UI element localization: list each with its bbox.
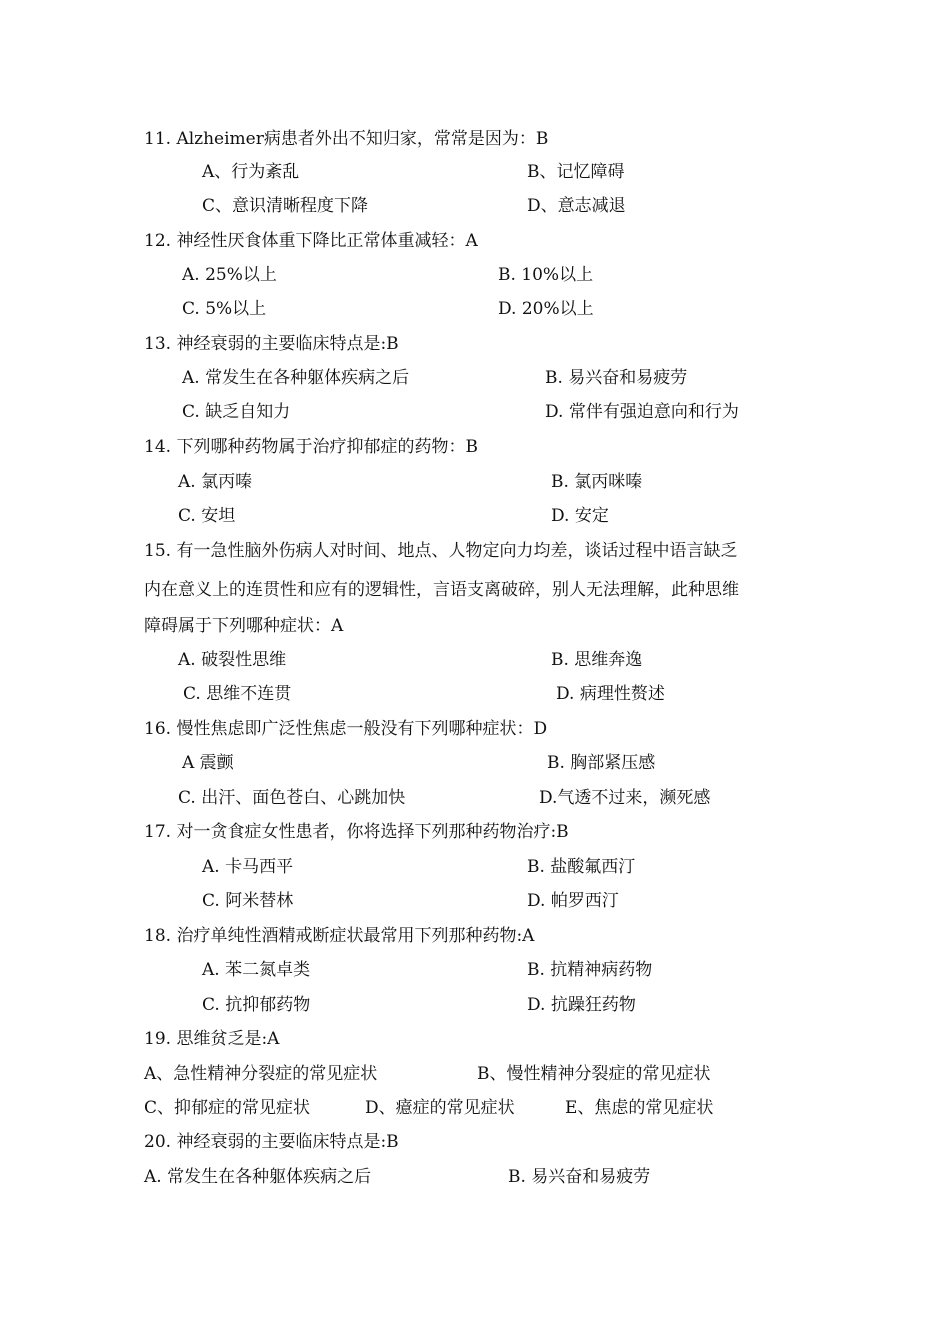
- question-11-option-a: A、行为紊乱: [202, 162, 300, 182]
- question-16-option-a: A 震颤: [182, 753, 234, 773]
- question-19-option-e: E、焦虑的常见症状: [565, 1098, 714, 1118]
- question-19-option-a: A、急性精神分裂症的常见症状: [144, 1064, 378, 1084]
- question-19-stem: 19. 思维贫乏是:A: [144, 1029, 280, 1049]
- question-12-option-d: D. 20%以上: [498, 299, 594, 319]
- question-14-stem: 14. 下列哪种药物属于治疗抑郁症的药物：B: [144, 437, 478, 457]
- question-13-option-a: A. 常发生在各种躯体疾病之后: [182, 368, 410, 388]
- question-12-option-a: A. 25%以上: [182, 265, 277, 285]
- question-18-option-c: C. 抗抑郁药物: [202, 995, 311, 1015]
- question-11-option-d: D、意志减退: [527, 196, 626, 216]
- question-18-stem: 18. 治疗单纯性酒精戒断症状最常用下列那种药物:A: [144, 926, 535, 946]
- question-12-stem: 12. 神经性厌食体重下降比正常体重减轻：A: [144, 231, 478, 251]
- question-19-option-d: D、癔症的常见症状: [365, 1098, 515, 1118]
- question-13-stem: 13. 神经衰弱的主要临床特点是:B: [144, 334, 399, 354]
- question-12-option-c: C. 5%以上: [182, 299, 267, 319]
- question-20-option-b: B. 易兴奋和易疲劳: [508, 1167, 651, 1187]
- question-17-option-a: A. 卡马西平: [202, 857, 294, 877]
- question-16-option-d: D.气透不过来，濒死感: [539, 788, 711, 808]
- question-15-option-c: C. 思维不连贯: [183, 684, 292, 704]
- question-11-stem: 11. Alzheimer病患者外出不知归家，常常是因为：B: [144, 129, 549, 149]
- question-16-stem: 16. 慢性焦虑即广泛性焦虑一般没有下列哪种症状：D: [144, 719, 548, 739]
- question-14-option-d: D. 安定: [551, 506, 609, 526]
- question-18-option-a: A. 苯二氮卓类: [202, 960, 311, 980]
- question-17-option-c: C. 阿米替林: [202, 891, 294, 911]
- question-13-option-d: D. 常伴有强迫意向和行为: [545, 402, 739, 422]
- question-17-stem: 17. 对一贪食症女性患者，你将选择下列那种药物治疗:B: [144, 822, 569, 842]
- question-15-option-d: D. 病理性赘述: [556, 684, 665, 704]
- question-11-option-b: B、记忆障碍: [527, 162, 625, 182]
- question-18-option-d: D. 抗躁狂药物: [527, 995, 636, 1015]
- question-17-option-d: D. 帕罗西汀: [527, 891, 619, 911]
- question-20-stem: 20. 神经衰弱的主要临床特点是:B: [144, 1132, 399, 1152]
- question-14-option-a: A. 氯丙嗪: [178, 472, 253, 492]
- question-13-option-b: B. 易兴奋和易疲劳: [545, 368, 688, 388]
- question-20-option-a: A. 常发生在各种躯体疾病之后: [144, 1167, 372, 1187]
- question-15-option-b: B. 思维奔逸: [551, 650, 643, 670]
- question-19-option-c: C、抑郁症的常见症状: [144, 1098, 311, 1118]
- question-13-option-c: C. 缺乏自知力: [182, 402, 291, 422]
- question-17-option-b: B. 盐酸氟西汀: [527, 857, 636, 877]
- question-15-stem-line-1: 15. 有一急性脑外伤病人对时间、地点、人物定向力均差，谈话过程中语言缺乏: [144, 541, 738, 561]
- question-15-stem-line-2: 内在意义上的连贯性和应有的逻辑性，言语支离破碎，别人无法理解，此种思维: [144, 580, 739, 600]
- question-14-option-c: C. 安坦: [178, 506, 236, 526]
- question-15-stem-line-3: 障碍属于下列哪种症状：A: [144, 616, 344, 636]
- question-19-option-b: B、慢性精神分裂症的常见症状: [477, 1064, 711, 1084]
- question-11-option-c: C、意识清晰程度下降: [202, 196, 369, 216]
- question-12-option-b: B. 10%以上: [498, 265, 594, 285]
- question-15-option-a: A. 破裂性思维: [178, 650, 287, 670]
- question-14-option-b: B. 氯丙咪嗪: [551, 472, 643, 492]
- question-16-option-c: C. 出汗、面色苍白、心跳加快: [178, 788, 406, 808]
- question-18-option-b: B. 抗精神病药物: [527, 960, 653, 980]
- question-16-option-b: B. 胸部紧压感: [547, 753, 656, 773]
